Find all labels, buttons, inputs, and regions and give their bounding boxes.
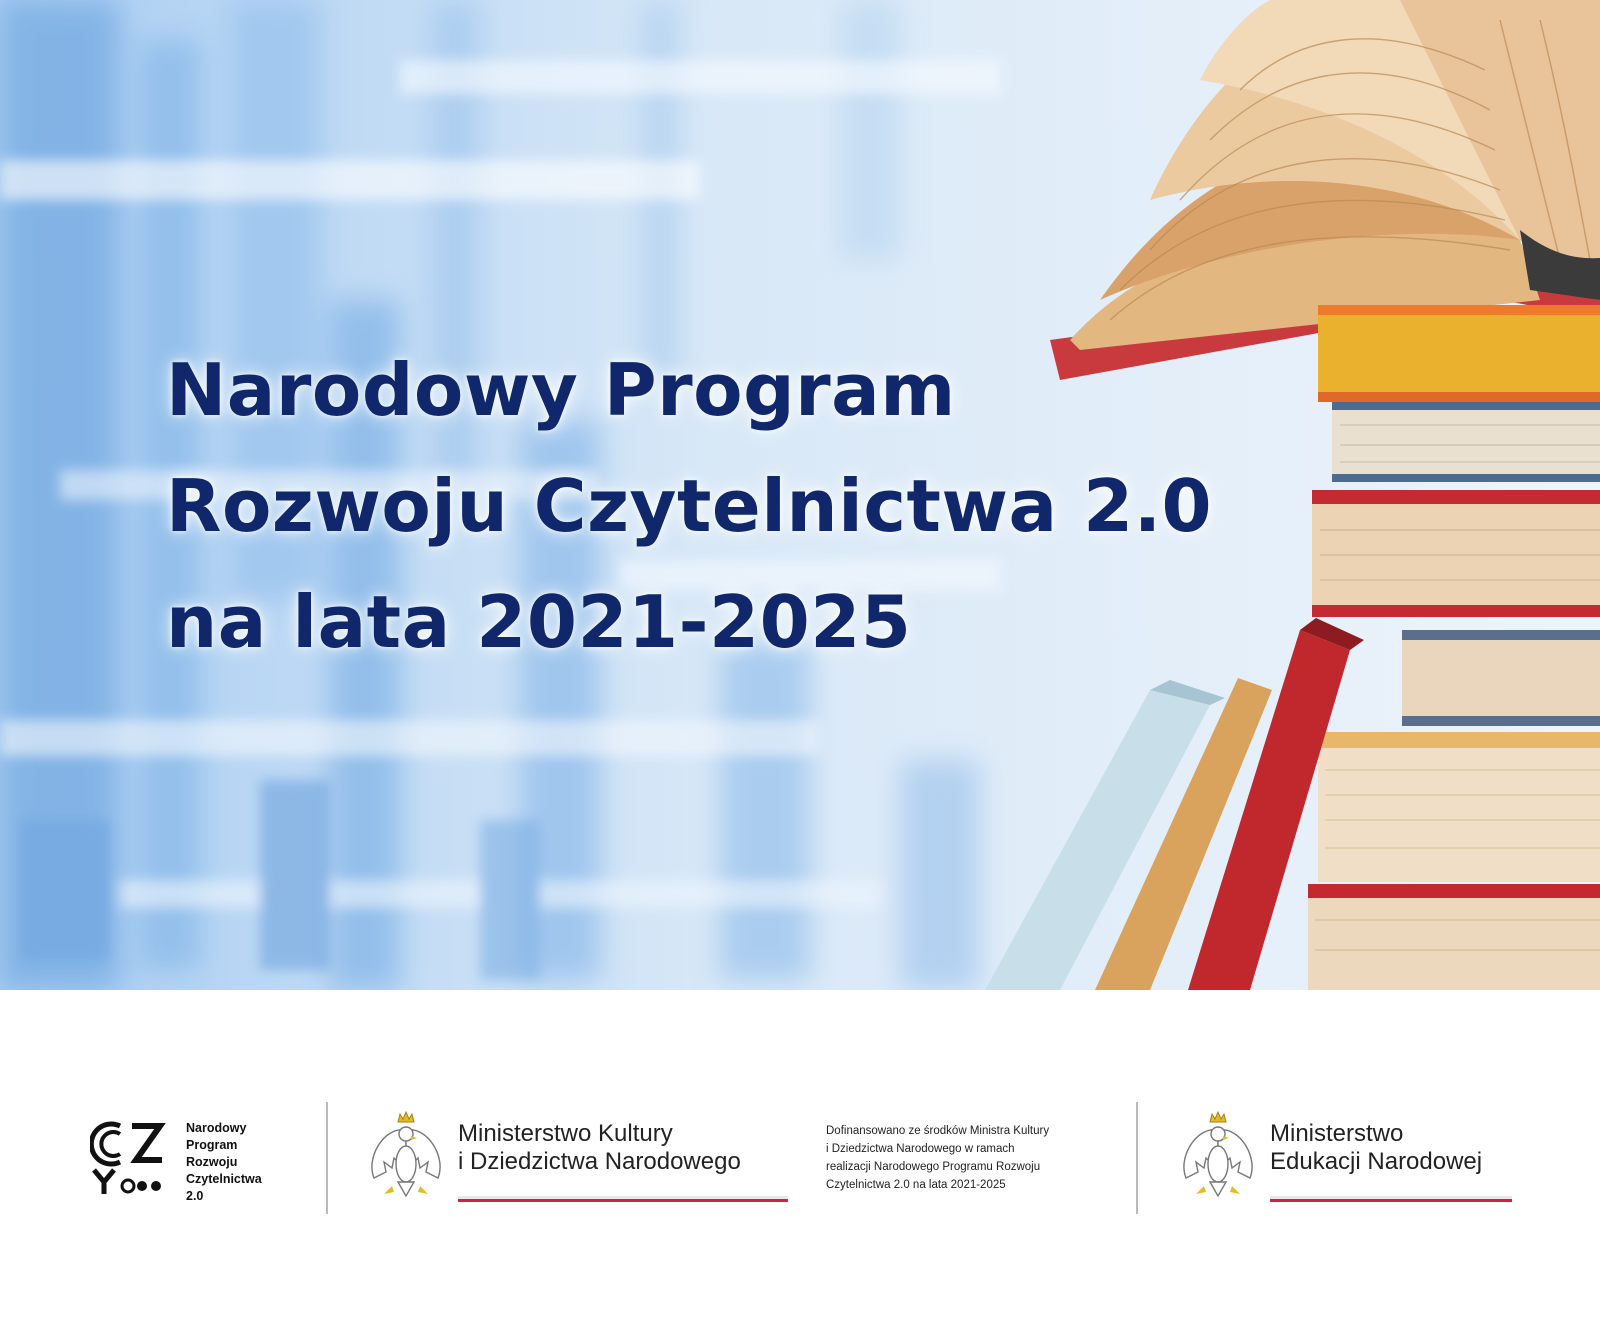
ministry-education-line-2: Edukacji Narodowej [1270, 1148, 1483, 1175]
headline-line-2: Rozwoju Czytelnictwa 2.0 [166, 464, 1213, 548]
logo-divider [1136, 1102, 1138, 1214]
program-logo-line: Rozwoju [186, 1155, 238, 1169]
funding-note-line: Czytelnictwa 2.0 na lata 2021-2025 [826, 1179, 1006, 1191]
funding-note [826, 1122, 1116, 1194]
funding-note-line: realizacji Narodowego Programu Rozwoju [826, 1161, 1041, 1173]
ministry-culture-line-2: i Dziedzictwa Narodowego [458, 1148, 741, 1175]
funding-note-line: Dofinansowano ze środków Ministra Kultury [826, 1125, 1050, 1137]
program-logo-line: Program [186, 1138, 238, 1152]
program-logo-line: 2.0 [186, 1189, 204, 1203]
ministry-culture-line-1: Ministerstwo Kultury [458, 1120, 673, 1147]
ministry-education-name [1270, 1120, 1482, 1176]
logo-divider [326, 1102, 328, 1214]
ministry-culture-name [458, 1120, 741, 1176]
program-logo-line: Narodowy [186, 1121, 247, 1135]
program-logo-line: Czytelnictwa [186, 1172, 262, 1186]
program-logo-text [186, 1120, 316, 1205]
polish-flag-bar [458, 1196, 788, 1202]
program-logo-icon [90, 1120, 166, 1196]
headline-line-1: Narodowy Program [166, 348, 956, 432]
headline-line-3: na lata 2021-2025 [166, 580, 912, 664]
white-eagle-emblem-icon [364, 1110, 448, 1204]
funding-note-line: i Dziedzictwa Narodowego w ramach [826, 1143, 1015, 1155]
white-eagle-emblem-icon [1176, 1110, 1260, 1204]
polish-flag-bar [1270, 1196, 1512, 1202]
ministry-education-line-1: Ministerstwo [1270, 1120, 1404, 1147]
program-headline [166, 332, 1346, 680]
